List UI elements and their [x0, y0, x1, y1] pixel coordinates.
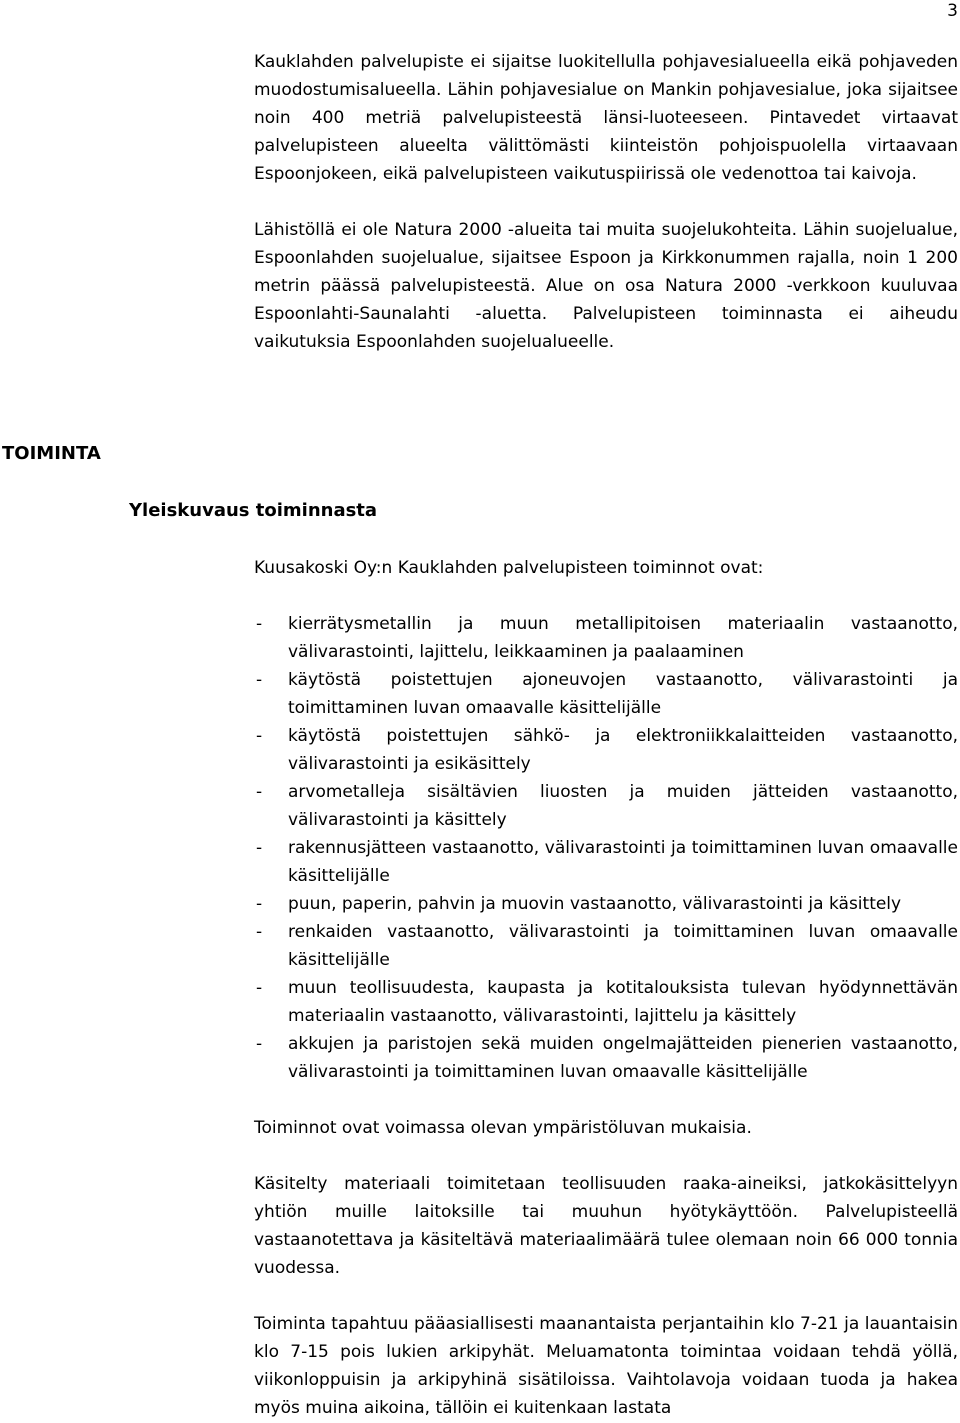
paragraph-permit: Toiminnot ovat voimassa olevan ympäristöluvan mukaisia. — [254, 1118, 752, 1138]
list-item — [254, 1030, 958, 1086]
list-item — [254, 666, 958, 722]
list-item — [254, 974, 958, 1030]
list-item-text: käytöstä poistettujen sähkö- ja elektroniikkalaitteiden vastaanotto, välivarastointi ja esikäsittely — [288, 726, 958, 774]
list-bullet: - — [256, 978, 263, 998]
list-bullet: - — [256, 670, 263, 690]
sub-heading: Yleiskuvaus toiminnasta — [129, 500, 378, 521]
list-item-text: puun, paperin, pahvin ja muovin vastaanotto, välivarastointi ja käsittely — [288, 894, 902, 914]
list-bullet: - — [256, 894, 263, 914]
list-bullet: - — [256, 782, 263, 802]
list-bullet: - — [256, 838, 263, 858]
section-operations — [254, 554, 958, 1422]
list-item-text: kierrätysmetallin ja muun metallipitoisen materiaalin vastaanotto, välivarastointi, lajittelu, leikkaaminen ja paalaaminen — [288, 614, 958, 662]
list-item — [254, 778, 958, 834]
list-bullet: - — [256, 614, 263, 634]
list-item-text: muun teollisuudesta, kaupasta ja kotitalouksista tulevan hyödynnettävän materiaalin vastaanotto, välivarastointi, lajittelu ja käsittely — [288, 978, 958, 1026]
list-item-text: arvometalleja sisältävien liuosten ja muiden jätteiden vastaanotto, välivarastointi ja käsittely — [288, 782, 958, 830]
paragraph-material: Käsitelty materiaali toimitetaan teollisuuden raaka-aineiksi, jatkokäsittelyyn yhtiön muille laitoksille tai muuhun hyötykäyttöön. Palvelupisteellä vastaanotettava ja käsiteltävä materiaalimäärä tulee olemaan noin 66 000 tonnia vuodessa. — [254, 1174, 958, 1278]
list-item — [254, 834, 958, 890]
list-item — [254, 722, 958, 778]
paragraph-natura: Lähistöllä ei ole Natura 2000 -alueita tai muita suojelukohteita. Lähin suojelualue, Espoonlahden suojelualue, sijaitsee Espoon ja Kirkkonummen rajalla, noin 1 200 metrin päässä palvelupisteestä. Alue on osa Natura 2000 -verkkoon kuuluvaa Espoonlahti-Saunalahti -aluetta. Palvelupisteen toiminnasta ei aiheudu vaikutuksia Espoonlahden suojelualueelle. — [254, 220, 958, 352]
page-number: 3 — [947, 1, 958, 21]
list-bullet: - — [256, 726, 263, 746]
paragraph-hours: Toiminta tapahtuu pääasiallisesti maanantaista perjantaihin klo 7-21 ja lauantaisin klo 7-15 pois lukien arkipyhät. Meluamatonta toimintaa voidaan tehdä yöllä, viikonloppuisin ja arkipyhinä sisätiloissa. Vaihtolavoja voidaan tuoda ja hakea myös muina aikoina, tällöin ei kuitenkaan lastata — [254, 1314, 958, 1418]
list-item — [254, 918, 958, 974]
list-item — [254, 890, 958, 918]
section-site-environment — [254, 48, 958, 356]
list-item — [254, 610, 958, 666]
main-heading: TOIMINTA — [2, 443, 101, 464]
operations-list — [254, 610, 958, 1086]
paragraph-groundwater: Kauklahden palvelupiste ei sijaitse luokitellulla pohjavesialueella eikä pohjaveden muodostumisalueella. Lähin pohjavesialue on Mankin pohjavesialue, joka sijaitsee noin 400 metriä palvelupisteestä länsi-luoteeseen. Pintavedet virtaavat palvelupisteen alueelta välittömästi kiinteistön pohjoispuolella virtaavaan Espoonjokeen, eikä palvelupisteen vaikutuspiirissä ole vedenottoa tai kaivoja. — [254, 52, 958, 184]
list-item-text: käytöstä poistettujen ajoneuvojen vastaanotto, välivarastointi ja toimittaminen luvan omaavalle käsittelijälle — [288, 670, 958, 718]
list-item-text: akkujen ja paristojen sekä muiden ongelmajätteiden pienerien vastaanotto, välivarastointi ja toimittaminen luvan omaavalle käsittelijälle — [288, 1034, 958, 1082]
list-bullet: - — [256, 1034, 263, 1054]
list-item-text: renkaiden vastaanotto, välivarastointi ja toimittaminen luvan omaavalle käsittelijälle — [288, 922, 958, 970]
list-item-text: rakennusjätteen vastaanotto, välivarastointi ja toimittaminen luvan omaavalle käsittelijälle — [288, 838, 958, 886]
operations-intro: Kuusakoski Oy:n Kauklahden palvelupisteen toiminnot ovat: — [254, 558, 764, 578]
list-bullet: - — [256, 922, 263, 942]
